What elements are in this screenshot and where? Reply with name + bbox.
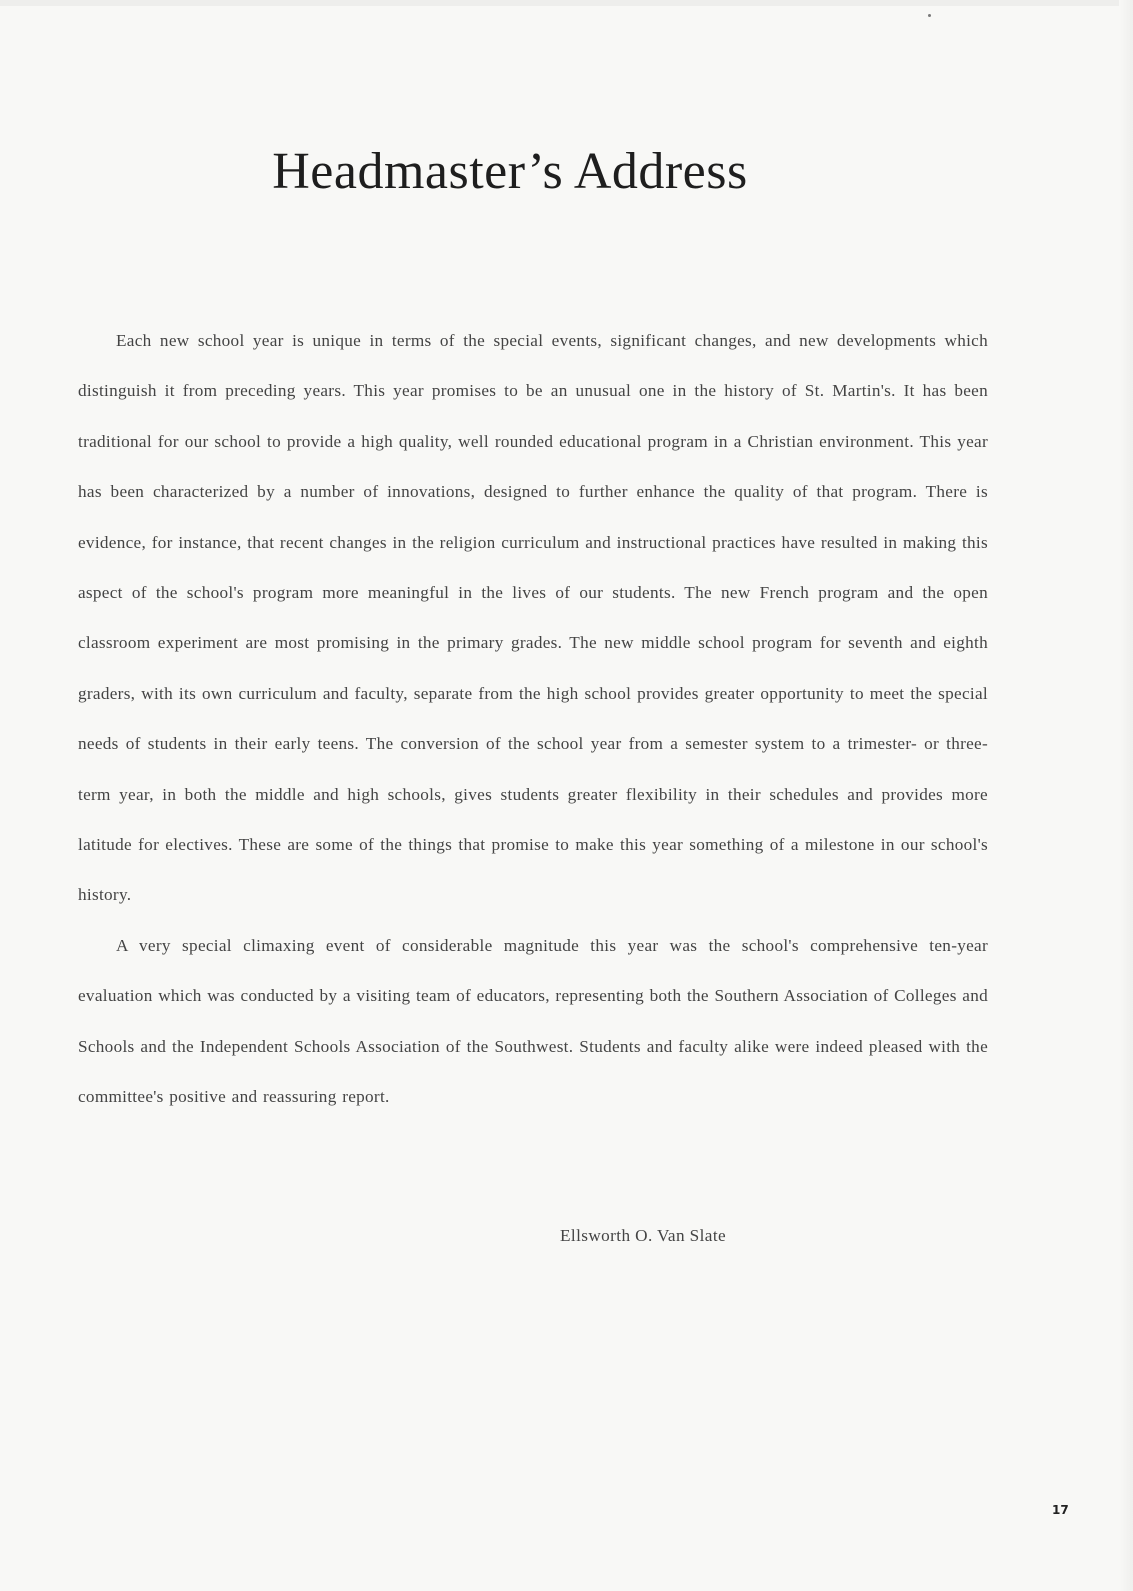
address-body bbox=[78, 316, 988, 1123]
page-number: 17 bbox=[1052, 1503, 1069, 1517]
page-title: Headmaster’s Address bbox=[272, 143, 748, 200]
paragraph-2: A very special climaxing event of considerable magnitude this year was the school's comprehensive ten-year evaluation which was conducted by a visiting team of educators, representing both the Southern Association of Colleges and Schools and the Independent Schools Association of the Southwest. Students and faculty alike were indeed pleased with the committee's positive and reassuring report. bbox=[78, 935, 988, 1107]
paragraph-1: Each new school year is unique in terms of the special events, significant changes, and new developments which distinguish it from preceding years. This year promises to be an unusual one in the history of St. Martin's. It has been traditional for our school to provide a high quality, well rounded educational program in a Christian environment. This year has been characterized by a number of innovations, designed to further enhance the quality of that program. There is evidence, for instance, that recent changes in the religion curriculum and instructional practices have resulted in making this aspect of the school's program more meaningful in the lives of our students. The new French program and the open classroom experiment are most promising in the primary grades. The new middle school program for seventh and eighth graders, with its own curriculum and faculty, separate from the high school provides greater opportunity to meet the special needs of students in their early teens. The conversion of the school year from a semester system to a trimester- or three-term year, in both the middle and high schools, gives students greater flexibility in their schedules and provides more latitude for electives. These are some of the things that promise to make this year something of a milestone in our school's history. bbox=[78, 331, 988, 905]
page-right-edge bbox=[1119, 0, 1133, 1591]
scan-speck bbox=[928, 14, 931, 17]
page-top-edge bbox=[0, 0, 1133, 6]
signature: Ellsworth O. Van Slate bbox=[560, 1226, 727, 1245]
